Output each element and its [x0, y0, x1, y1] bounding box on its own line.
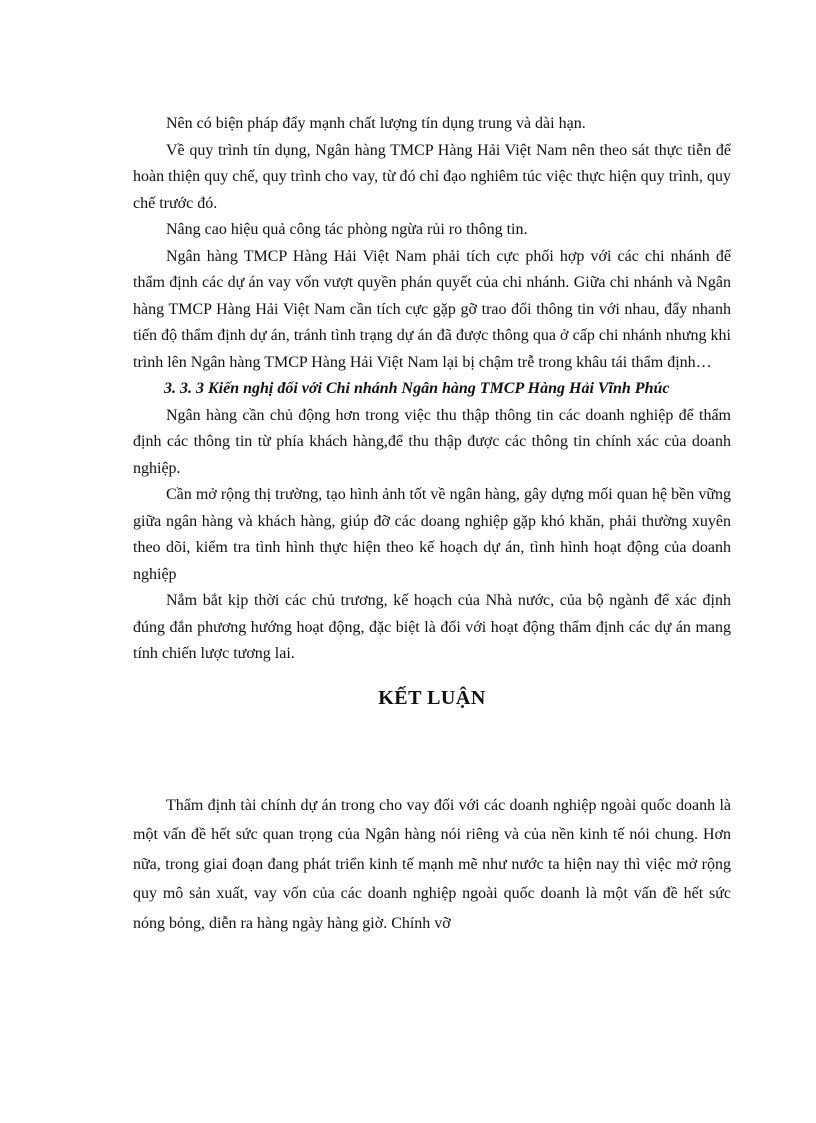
paragraph-policy-awareness: Nắm bắt kịp thời các chủ trương, kế hoạch của Nhà nước, của bộ ngành để xác định đúng đắn phương hướng hoạt động, đặc biệt là đối với hoạt động thẩm định các dự án mang tính chiến lược tương lai.: [133, 592, 731, 662]
page-content: [133, 111, 731, 938]
paragraph-credit-quality: Nên có biện pháp đẩy mạnh chất lượng tín dụng trung và dài hạn.: [166, 115, 586, 132]
conclusion-paragraph: Thẩm định tài chính dự án trong cho vay đối với các doanh nghiệp ngoài quốc doanh là một vấn đề hết sức quan trọng của Ngân hàng nói riêng và của nền kinh tế nói chung. Hơn nữa, trong giai đoạn đang phát triển kinh tế mạnh mẽ như nước ta hiện nay thì việc mở rộng quy mô sản xuất, vay vốn của các doanh nghiệp ngoài quốc doanh là một vấn đề hết sức nóng bỏng, diễn ra hàng ngày hàng giờ. Chính vỡ: [133, 796, 731, 932]
paragraph-information-gathering: Ngân hàng cần chủ động hơn trong việc thu thập thông tin các doanh nghiệp để thẩm định các thông tin từ phía khách hàng,để thu thập được các thông tin chính xác của doanh nghiệp.: [133, 406, 731, 477]
conclusion-title-block: [133, 683, 731, 791]
paragraph-branch-coordination: Ngân hàng TMCP Hàng Hải Việt Nam phải tích cực phối hợp với các chi nhánh để thẩm định các dự án vay vốn vượt quyền phán quyết của chi nhánh. Giữa chi nhánh và Ngân hàng TMCP Hàng Hải Việt Nam cần tích cực gặp gỡ trao đổi thông tin với nhau, đẩy nhanh tiến độ thẩm định dự án, tránh tình trạng dự án đã được thông qua ở cấp chi nhánh nhưng khi trình lên Ngân hàng TMCP Hàng Hải Việt Nam lại bị chậm trễ trong khâu tái thẩm định…: [133, 247, 731, 371]
paragraph-credit-process: Về quy trình tín dụng, Ngân hàng TMCP Hàng Hải Việt Nam nên theo sát thực tiễn để hoàn thiện quy chế, quy trình cho vay, từ đó chỉ đạo nghiêm túc việc thực hiện quy trình, quy chế trước đó.: [133, 141, 731, 212]
section-heading-3-3-3: 3. 3. 3 Kiến nghị đối với Chi nhánh Ngân hàng TMCP Hàng Hải Vĩnh Phúc: [164, 380, 670, 397]
paragraph-risk-prevention: Nâng cao hiệu quả công tác phòng ngừa rủi ro thông tin.: [166, 221, 528, 238]
paragraph-market-expansion: Cần mở rộng thị trường, tạo hình ảnh tốt về ngân hàng, gây dựng mối quan hệ bền vững giữa ngân hàng và khách hàng, giúp đỡ các doang nghiệp gặp khó khăn, phải thường xuyên theo dõi, kiểm tra tình hình thực hiện theo kế hoạch dự án, tình hình hoạt động của doanh nghiệp: [133, 486, 731, 583]
conclusion-title: KẾT LUẬN: [378, 686, 486, 709]
